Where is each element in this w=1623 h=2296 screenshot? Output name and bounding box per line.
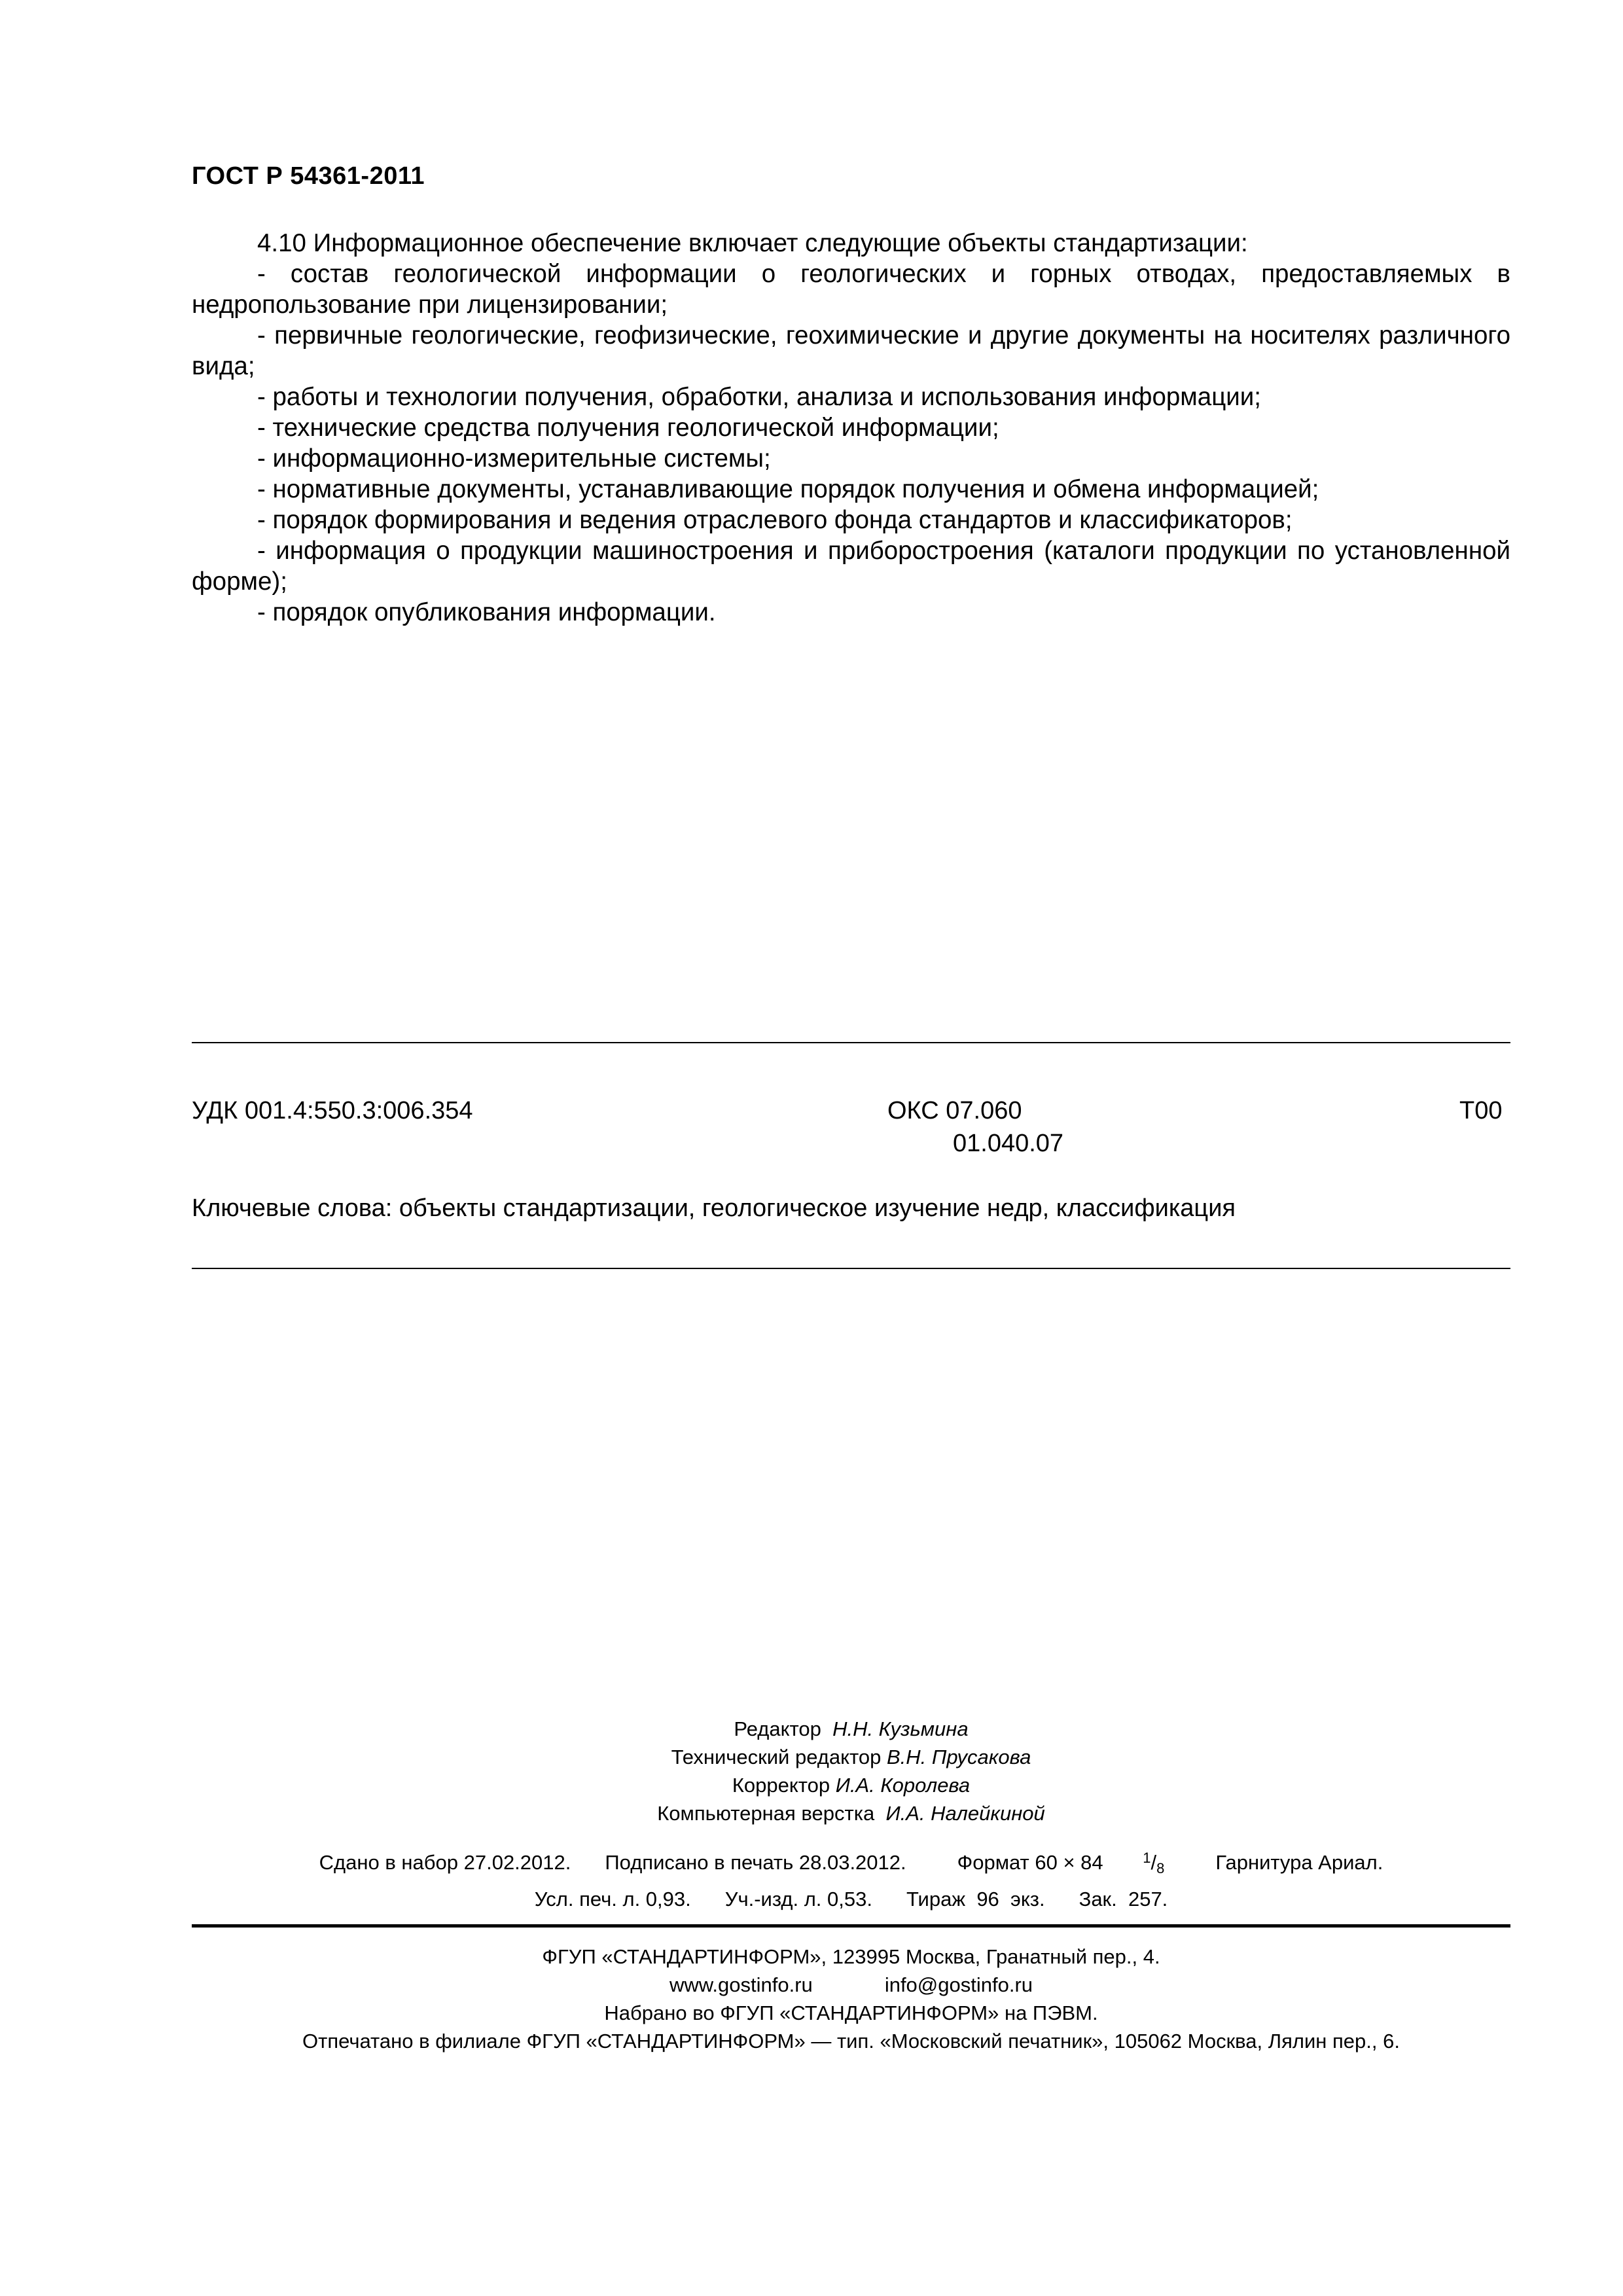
list-item: - состав геологической информации о геологических и горных отводах, предоставляемых в недропользование при лицензировании; <box>192 260 1510 319</box>
typeset-note: Набрано во ФГУП «СТАНДАРТИНФОРМ» на ПЭВМ. <box>604 2001 1098 2024</box>
credit-layout: Компьютерная верстка И.А. Налейкиной <box>657 1802 1045 1825</box>
print-info-row-1: Сдано в набор 27.02.2012. Подписано в печать 28.03.2012. Формат 60 × 84 $^1/_8$ Гарнитура Ариал. <box>319 1850 1383 1876</box>
body-text <box>192 228 1510 628</box>
keywords: Ключевые слова: объекты стандартизации, геологическое изучение недр, классификация <box>192 1194 1236 1222</box>
classification-code: Т00 <box>1459 1097 1503 1124</box>
credit-editor: Редактор Н.Н. Кузьмина <box>734 1717 969 1740</box>
printed-note: Отпечатано в филиале ФГУП «СТАНДАРТИНФОРМ» — тип. «Московский печатник», 105062 Москва, Лялин пер., 6. <box>302 2030 1400 2053</box>
list-item: - нормативные документы, устанавливающие порядок получения и обмена информацией; <box>257 475 1319 503</box>
oks-code-1: ОКС 07.060 <box>887 1097 1022 1124</box>
credit-corrector: Корректор И.А. Королева <box>732 1774 971 1797</box>
list-item: - порядок опубликования информации. <box>257 598 716 626</box>
paragraph-4-10: 4.10 Информационное обеспечение включает следующие объекты стандартизации: <box>257 229 1248 257</box>
document-code: ГОСТ Р 54361-2011 <box>192 162 425 190</box>
divider-publisher <box>192 1924 1510 1928</box>
print-info-row-2: Усл. печ. л. 0,93. Уч.-изд. л. 0,53. Тираж 96 экз. Зак. 257. <box>534 1888 1168 1910</box>
list-item: - первичные геологические, геофизические, геохимические и другие документы на носителях различного вида; <box>192 321 1510 380</box>
format-info: Формат 60 × 84 $^1/_8$ <box>957 1850 1165 1876</box>
publisher-block <box>192 1943 1510 2055</box>
udk-code: УДК 001.4:550.3:006.354 <box>192 1097 473 1124</box>
publisher-address: ФГУП «СТАНДАРТИНФОРМ», 123995 Москва, Гранатный пер., 4. <box>542 1945 1160 1968</box>
publisher-email: info@gostinfo.ru <box>884 1973 1033 1996</box>
list-item: - технические средства получения геологической информации; <box>257 414 999 442</box>
divider-keywords <box>192 1268 1510 1269</box>
list-item: - информационно-измерительные системы; <box>257 444 771 473</box>
list-item: - работы и технологии получения, обработки, анализа и использования информации; <box>257 383 1261 411</box>
list-item: - информация о продукции машиностроения и приборостроения (каталоги продукции по установленной форме); <box>192 537 1510 596</box>
list-item: - порядок формирования и ведения отраслевого фонда стандартов и классификаторов; <box>257 506 1293 534</box>
divider-top <box>192 1042 1510 1043</box>
publisher-website: www.gostinfo.ru <box>669 1973 813 1996</box>
credits-block <box>192 1715 1510 1827</box>
oks-code-2: 01.040.07 <box>953 1130 1064 1157</box>
publisher-contacts <box>192 1971 1510 1999</box>
credit-tech-editor: Технический редактор В.Н. Прусакова <box>671 1746 1031 1768</box>
